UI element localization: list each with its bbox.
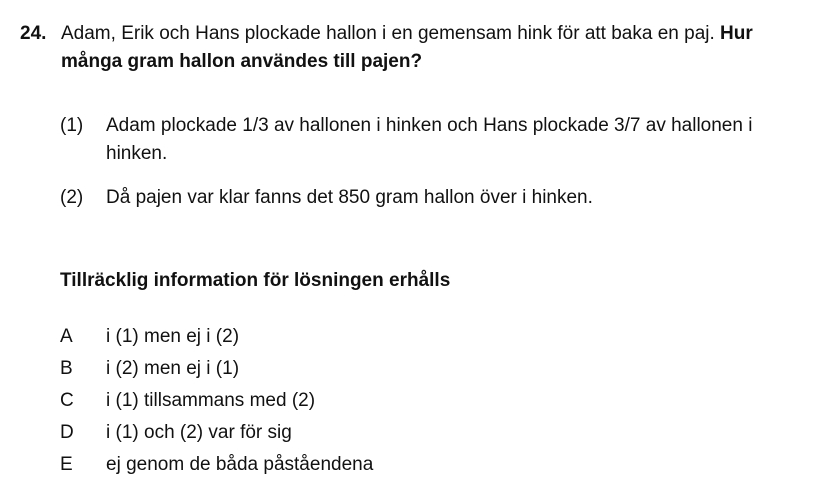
statement-2 — [60, 184, 800, 212]
option-text: i (1) och (2) var för sig — [106, 422, 292, 443]
question — [20, 20, 810, 76]
option-letter: E — [60, 454, 73, 475]
question-number: 24. — [20, 23, 47, 44]
option-text: i (1) men ej i (2) — [106, 326, 240, 347]
option-text: i (1) tillsammans med (2) — [106, 390, 316, 411]
statement-number: (2) — [60, 187, 84, 208]
option-text: i (2) men ej i (1) — [106, 358, 240, 379]
answer-option-b[interactable] — [60, 353, 760, 385]
question-header — [20, 20, 810, 76]
question-text — [61, 20, 810, 76]
answer-option-c[interactable] — [60, 385, 760, 417]
instruction-heading: Tillräcklig information för lösningen erhålls — [60, 270, 451, 291]
option-letter: D — [60, 422, 74, 443]
answer-option-d[interactable] — [60, 417, 760, 449]
question-text-plain: Adam, Erik och Hans plockade hallon i en gemensam hink för att baka en paj. — [61, 23, 715, 44]
option-text: ej genom de båda påståendena — [106, 454, 374, 475]
question-text-bold: Hur många gram hallon användes till pajen? — [61, 23, 753, 72]
statement-number: (1) — [60, 115, 84, 136]
answer-options — [60, 321, 760, 481]
answer-option-a[interactable] — [60, 321, 760, 353]
statement-1 — [60, 112, 800, 168]
option-letter: A — [60, 326, 73, 347]
answer-option-e[interactable] — [60, 449, 760, 481]
statement-text: Då pajen var klar fanns det 850 gram hallon över i hinken. — [106, 187, 593, 208]
option-letter: B — [60, 358, 73, 379]
statements-list — [60, 112, 800, 228]
statement-text: Adam plockade 1/3 av hallonen i hinken och Hans plockade 3/7 av hallonen i hinken. — [106, 115, 753, 164]
option-letter: C — [60, 390, 74, 411]
